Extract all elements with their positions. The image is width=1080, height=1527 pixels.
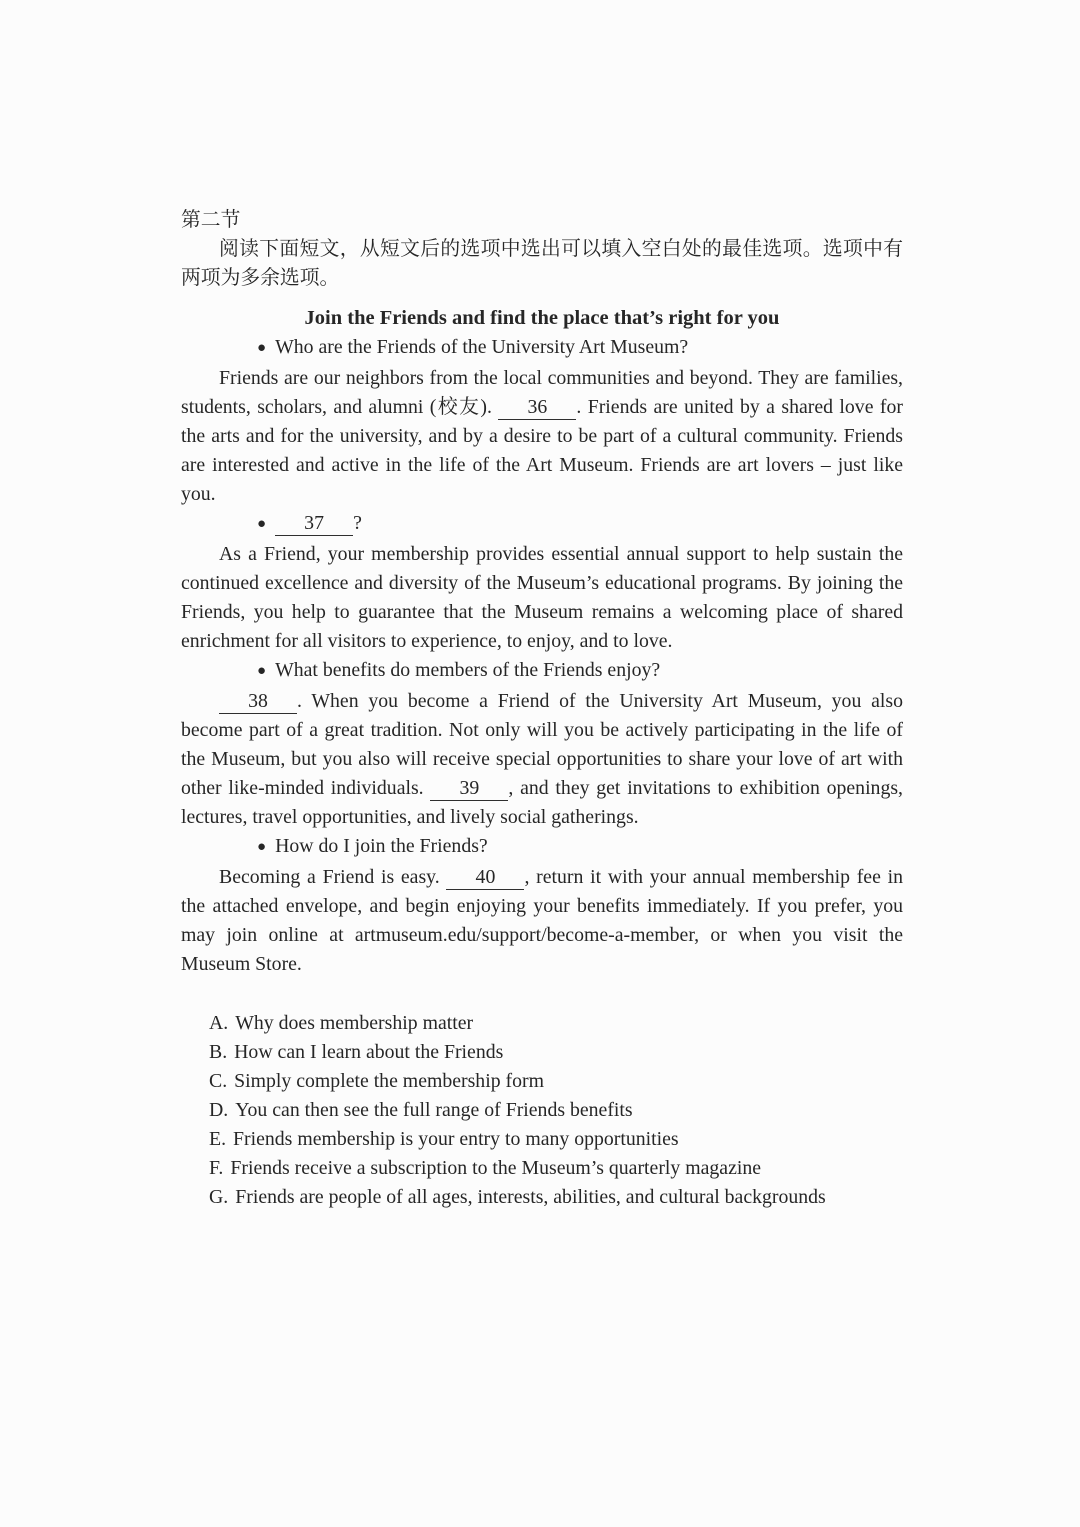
option-a-label: A. [209,1012,229,1034]
option-f-label: F. [209,1157,224,1179]
bullet-icon: ● [257,340,267,356]
bullet-icon: ● [257,839,267,855]
blank-37 [275,511,353,536]
question-2-suffix: ? [353,512,362,534]
option-c [181,1067,903,1096]
paragraph-4-text-after: , return it with your annual membership fee in the attached envelope, and begin enjoying your benefits immediately. If you prefer, you may join online at artmuseum.edu/support/become-a-member, or when you visit the Museum Store. [181,866,903,975]
question-4-text: How do I join the Friends? [275,835,488,857]
paragraph-3 [181,687,903,832]
exam-content [181,206,903,1212]
option-c-label: C. [209,1070,228,1092]
option-g-text: Friends are people of all ages, interests, abilities, and cultural backgrounds [235,1186,826,1208]
blank-36-number: 36 [527,396,548,418]
bullet-icon: ● [257,663,267,679]
blank-38 [219,689,297,714]
bullet-icon: ● [257,516,267,532]
question-1-text: Who are the Friends of the University Art Museum? [275,336,689,358]
blank-40-number: 40 [475,866,496,888]
options-list [181,1009,903,1212]
option-a [181,1009,903,1038]
paragraph-1-text-after: . Friends are united by a shared love for the arts and for the university, and by a desire to be part of a cultural community. Friends are interested and active in the life of the Art Museum. Friends are art lovers – just like you. [181,396,903,505]
paragraph-2 [181,540,903,656]
blank-36 [498,395,576,420]
option-c-text: Simply complete the membership form [234,1070,544,1092]
option-a-text: Why does membership matter [235,1012,474,1034]
blank-39-number: 39 [459,777,480,799]
paragraph-1 [181,364,903,509]
option-d-label: D. [209,1099,229,1121]
option-g [181,1183,903,1212]
option-g-label: G. [209,1186,229,1208]
option-f [181,1154,903,1183]
paragraph-4 [181,863,903,979]
question-3-text: What benefits do members of the Friends enjoy? [275,659,661,681]
paragraph-2-text: As a Friend, your membership provides essential annual support to help sustain the continued excellence and diversity of the Museum’s educational programs. By joining the Friends, you help to guarantee that the Museum remains a welcoming place of shared enrichment for all visitors to experience, to enjoy, and to love. [181,543,903,652]
option-e-label: E. [209,1128,227,1150]
option-e [181,1125,903,1154]
paragraph-3-text-mid: . When you become a Friend of the University Art Museum, you also become part of a great tradition. Not only will you be actively participating in the life of the Museum, but you also will receive special opportunities to share your love of art with other like-minded individuals. [181,690,903,799]
paragraph-4-text-before: Becoming a Friend is easy. [219,866,447,888]
bullet-question-1 [181,333,903,364]
bullet-question-3 [181,656,903,687]
paragraph-1-text-before: Friends are our neighbors from the local communities and beyond. They are families, students, scholars, and alumni (校友). [181,367,903,418]
option-b-label: B. [209,1041,228,1063]
blank-39 [430,776,508,801]
option-e-text: Friends membership is your entry to many opportunities [233,1128,679,1150]
section-label: 第二节 [181,209,241,231]
blank-40 [446,865,524,890]
option-b-text: How can I learn about the Friends [234,1041,504,1063]
option-d [181,1096,903,1125]
bullet-question-4 [181,832,903,863]
option-f-text: Friends receive a subscription to the Museum’s quarterly magazine [230,1157,762,1179]
bullet-question-2 [181,509,903,540]
passage-title: Join the Friends and find the place that’s right for you [304,307,780,329]
instructions-text: 阅读下面短文，从短文后的选项中选出可以填入空白处的最佳选项。选项中有两项为多余选项。 [181,238,903,289]
option-d-text: You can then see the full range of Friends benefits [235,1099,633,1121]
blank-38-number: 38 [248,690,268,712]
option-b [181,1038,903,1067]
blank-37-number: 37 [304,512,324,534]
paragraph-3-text-end: , and they get invitations to exhibition openings, lectures, travel opportunities, and lively social gatherings. [181,777,903,828]
